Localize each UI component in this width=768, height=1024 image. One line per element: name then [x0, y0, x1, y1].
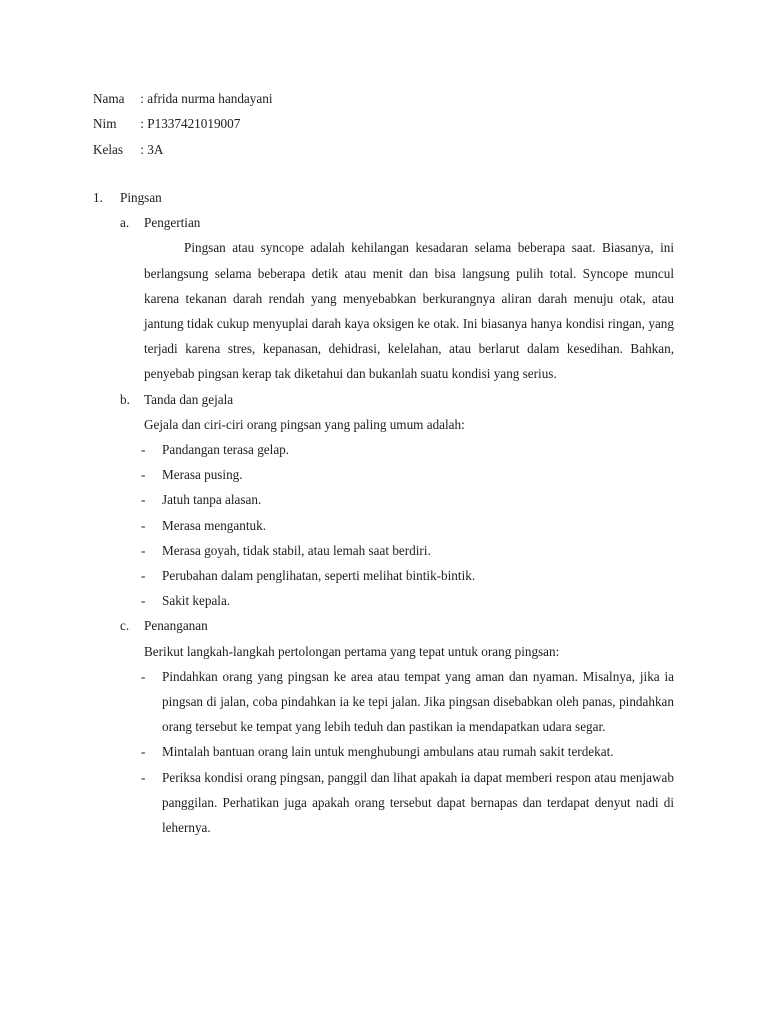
list-dash: - [141, 542, 146, 558]
subsection-b-letter: b. [120, 391, 130, 407]
list-item-text: Merasa mengantuk. [162, 517, 266, 533]
list-dash: - [141, 668, 146, 684]
list-dash: - [141, 441, 146, 457]
list-item [93, 588, 674, 613]
identity-header [93, 86, 273, 162]
list-item-text: Merasa goyah, tidak stabil, atau lemah saat berdiri. [162, 542, 431, 558]
list-dash: - [141, 517, 146, 533]
list-item [93, 538, 674, 563]
list-dash: - [141, 567, 146, 583]
list-dash: - [141, 492, 146, 508]
list-item-text: Merasa pusing. [162, 467, 243, 483]
list-item [93, 563, 674, 588]
list-item-text: Perubahan dalam penglihatan, seperti melihat bintik-bintik. [162, 567, 476, 583]
subsection-c-title: Penanganan [144, 618, 208, 634]
section-number: 1. [93, 190, 103, 205]
list-item-text: Periksa kondisi orang pingsan, panggil dan lihat apakah ia dapat memberi respon atau menjawab panggilan. Perhatikan juga apakah orang tersebut dapat bernapas dan terdapat denyut nadi di lehernya. [162, 769, 674, 835]
list-dash: - [141, 744, 146, 760]
list-item-text: Pindahkan orang yang pingsan ke area atau tempat yang aman dan nyaman. Misalnya, jika ia pingsan di jalan, coba pindahkan ia ke tepi jalan. Jika pingsan disebabkan oleh panas, pindahkan orang tersebut ke tempat yang lebih teduh dan pastikan ia mendapatkan udara segar. [162, 668, 674, 735]
subsection-b-title: Tanda dan gejala [144, 391, 234, 407]
subsection-c-heading [93, 613, 674, 638]
section-title: Pingsan [120, 190, 162, 205]
list-item [93, 739, 674, 764]
list-item [93, 437, 674, 462]
subsection-b-heading [93, 387, 674, 412]
nim-label: Nim [93, 116, 117, 132]
list-dash: - [141, 769, 146, 785]
subsection-a-letter: a. [120, 215, 130, 231]
list-item-text: Pandangan terasa gelap. [162, 441, 290, 457]
name-value: afrida nurma handayani [147, 91, 273, 106]
list-item [93, 664, 674, 740]
subsection-a-heading [93, 210, 674, 235]
list-item [93, 462, 674, 487]
subsection-a-title: Pengertian [144, 215, 201, 231]
list-item [93, 487, 674, 512]
list-dash: - [141, 593, 146, 609]
nim-separator: : [140, 116, 144, 132]
list-item-text: Mintalah bantuan orang lain untuk menghubungi ambulans atau rumah sakit terdekat. [162, 744, 614, 760]
document-body [93, 185, 674, 840]
class-label: Kelas [93, 141, 124, 157]
class-separator: : [140, 141, 144, 157]
list-dash: - [141, 467, 146, 483]
nim-value: P1337421019007 [147, 116, 241, 132]
handling-intro: Berikut langkah-langkah pertolongan pertama yang tepat untuk orang pingsan: [144, 643, 560, 659]
list-item [93, 513, 674, 538]
class-value: 3A [147, 141, 164, 157]
section-heading [93, 185, 674, 210]
class-row [93, 137, 273, 162]
list-item-text: Jatuh tanpa alasan. [162, 492, 262, 508]
name-separator: : [140, 91, 144, 106]
definition-paragraph [144, 235, 674, 386]
nim-row [93, 111, 273, 136]
list-item-text: Sakit kepala. [162, 593, 231, 609]
definition-text: Pingsan atau syncope adalah kehilangan kesadaran selama beberapa saat. Biasanya, ini berlangsung selama beberapa detik atau menit dan bisa langsung pulih total. Syncope muncul karena tekanan darah rendah yang menyebabkan berkurangnya aliran darah menuju otak, atau jantung tidak cukup menyuplai darah kaya oksigen ke otak. Ini biasanya hanya kondisi ringan, yang terjadi karena stres, kepanasan, dehidrasi, kelelahan, atau berlarut dalam kesedihan. Bahkan, penyebab pingsan kerap tak diketahui dan bukanlah suatu kondisi yang serius. [144, 240, 674, 382]
list-item [93, 765, 674, 841]
name-row [93, 86, 273, 111]
subsection-c-letter: c. [120, 618, 130, 634]
name-label: Nama [93, 91, 125, 106]
symptoms-intro: Gejala dan ciri-ciri orang pingsan yang paling umum adalah: [144, 416, 465, 432]
